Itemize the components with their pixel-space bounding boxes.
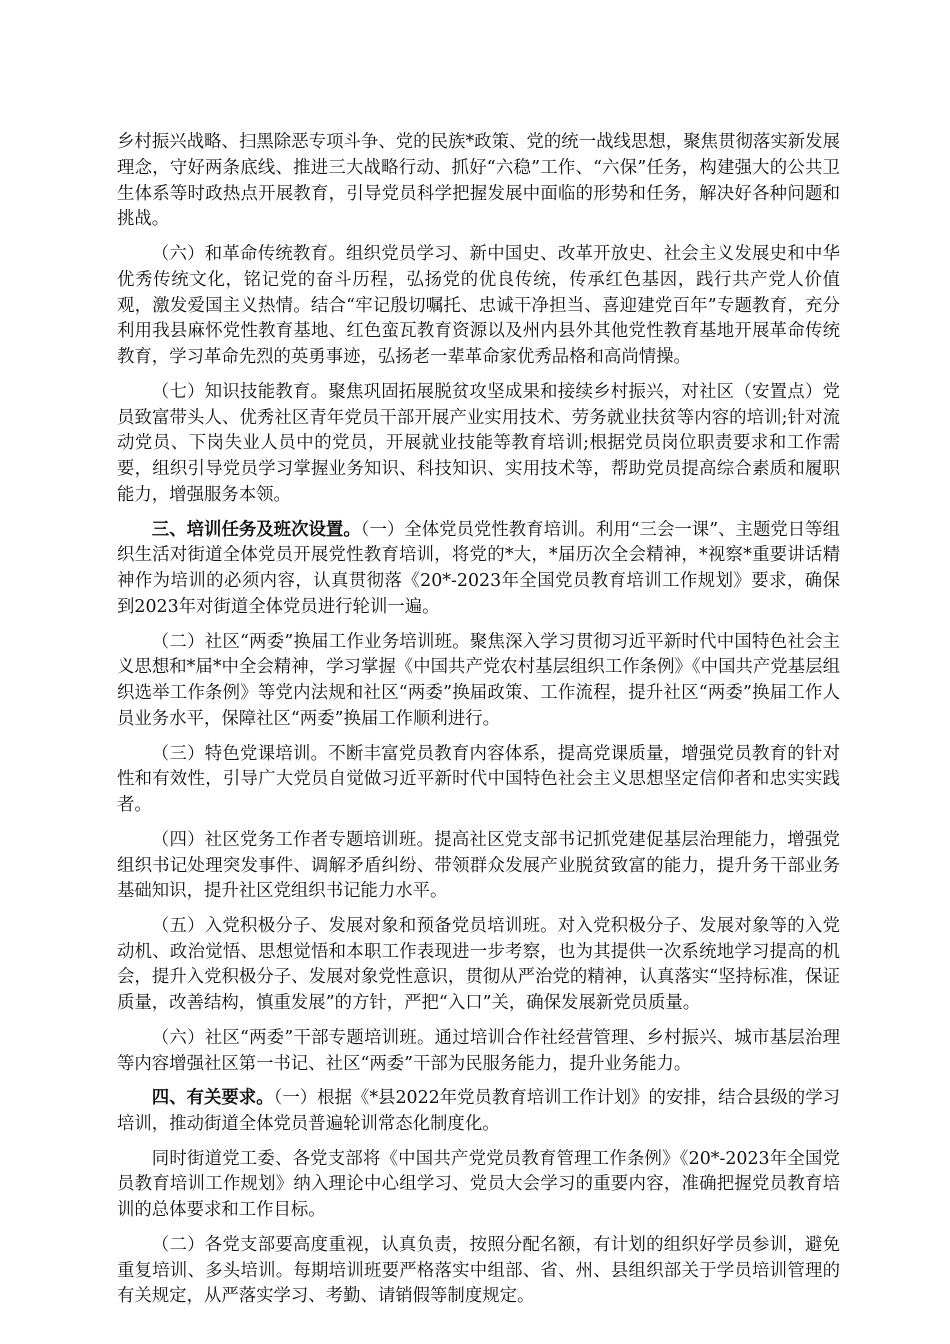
section-three-body: （一）全体党员党性教育培训。利用“三会一课”、主题党日等组织生活对街道全体党员开展党性教育培训，将党的*大，*届历次全会精神，*视察*重要讲话精神作为培训的必须内容，认真贯彻落《20*-2023年全国党员教育培训工作规划》要求，确保到2023年对街道全体党员进行轮训一遍。 [117,519,840,617]
paragraph-party-affairs-workers: （四）社区党务工作者专题培训班。提高社区党支部书记抓党建促基层治理能力，增强党组织书记处理突发事件、调解矛盾纠纷、带领群众发展产业脱贫致富的能力，提升务干部业务基础知识，提升社区党组织书记能力水平。 [117,829,840,902]
paragraph-section-three [117,518,840,621]
paragraph-cadre-training: （六）社区“两委”干部专题培训班。通过培训合作社经营管理、乡村振兴、城市基层治理等内容增强社区第一书记、社区“两委”干部为民服务能力，提升业务能力。 [117,1027,840,1074]
paragraph-section-four [117,1086,840,1138]
paragraph-revolution-tradition: （六）和革命传统教育。组织党员学习、新中国史、改革开放史、社会主义发展史和中华优秀传统文化，铭记党的奋斗历程，弘扬党的优良传统，传承红色基因，践行共产党人价值观，激发爱国主义热情。结合“牢记殷切嘱托、忠诚干净担当、喜迎建党百年”专题教育，充分利用我县麻怀党性教育基地、红色蛮瓦教育资源以及州内县外其他党性教育基地开展革命传统教育，学习革命先烈的英勇事迹，弘扬老一辈革命家优秀品格和高尚情操。 [117,243,840,368]
section-heading-requirements: 四、有关要求。 [151,1088,274,1109]
paragraph-study-regulations: 同时街道党工委、各党支部将《中国共产党党员教育管理工作条例》《20*-2023年全国党员教育培训工作规划》纳入理论中心组学习、党员大会学习的重要内容，准确把握党员教育培训的总体要求和工作目标。 [117,1148,840,1221]
section-heading-training-tasks: 三、培训任务及班次设置。 [151,519,361,540]
paragraph-continued: 乡村振兴战略、扫黑除恶专项斗争、党的民族*政策、党的统一战线思想，聚焦贯彻落实新发展理念，守好两条底线、推进三大战略行动、抓好“六稳”工作、“六保”任务，构建强大的公共卫生体系等时政热点开展教育，引导党员科学把握发展中面临的形势和任务，解决好各种问题和挑战。 [117,132,840,230]
paragraph-branch-responsibility: （二）各党支部要高度重视，认真负责，按照分配名额，有计划的组织好学员参训，避免重复培训、多头培训。每期培训班要严格落实中组部、省、州、县组织部关于学员培训管理的有关规定，从严落实学习、考勤、请销假等制度规定。 [117,1234,840,1307]
paragraph-knowledge-skills: （七）知识技能教育。聚焦巩固拓展脱贫攻坚成果和接续乡村振兴，对社区（安置点）党员致富带头人、优秀社区青年党员干部开展产业实用技术、劳务就业扶贫等内容的培训;针对流动党员、下岗失业人员中的党员，开展就业技能等教育培训;根据党员岗位职责要求和工作需要，组织引导党员学习掌握业务知识、科技知识、实用技术等，帮助党员提高综合素质和履职能力，增强服务本领。 [117,381,840,505]
paragraph-activists-training: （五）入党积极分子、发展对象和预备党员培训班。对入党积极分子、发展对象等的入党动机、政治觉悟、思想觉悟和本职工作表现进一步考察，也为其提供一次系统地学习提高的机会，提升入党积极分子、发展对象党性意识，贯彻从严治党的精神，认真落实“坚持标准，保证质量，改善结构，慎重发展”的方针，严把“入口”关，确保发展新党员质量。 [117,915,840,1014]
section-four-body: （一）根据《*县2022年党员教育培训工作计划》的安排，结合县级的学习培训，推动街道全体党员普遍轮训常态化制度化。 [117,1088,840,1135]
paragraph-party-lecture: （三）特色党课培训。不断丰富党员教育内容体系，提高党课质量，增强党员教育的针对性和有效性，引导广大党员自觉做习近平新时代中国特色社会主义思想坚定信仰者和忠实实践者。 [117,743,840,816]
paragraph-election-training: （二）社区“两委”换届工作业务培训班。聚焦深入学习贯彻习近平新时代中国特色社会主义思想和*届*中全会精神，学习掌握《中国共产党农村基层组织工作条例》《中国共产党基层组织选举工作条例》等党内法规和社区“两委”换届政策、工作流程，提升社区“两委”换届工作人员业务水平，保障社区“两委”换届工作顺利进行。 [117,631,840,729]
